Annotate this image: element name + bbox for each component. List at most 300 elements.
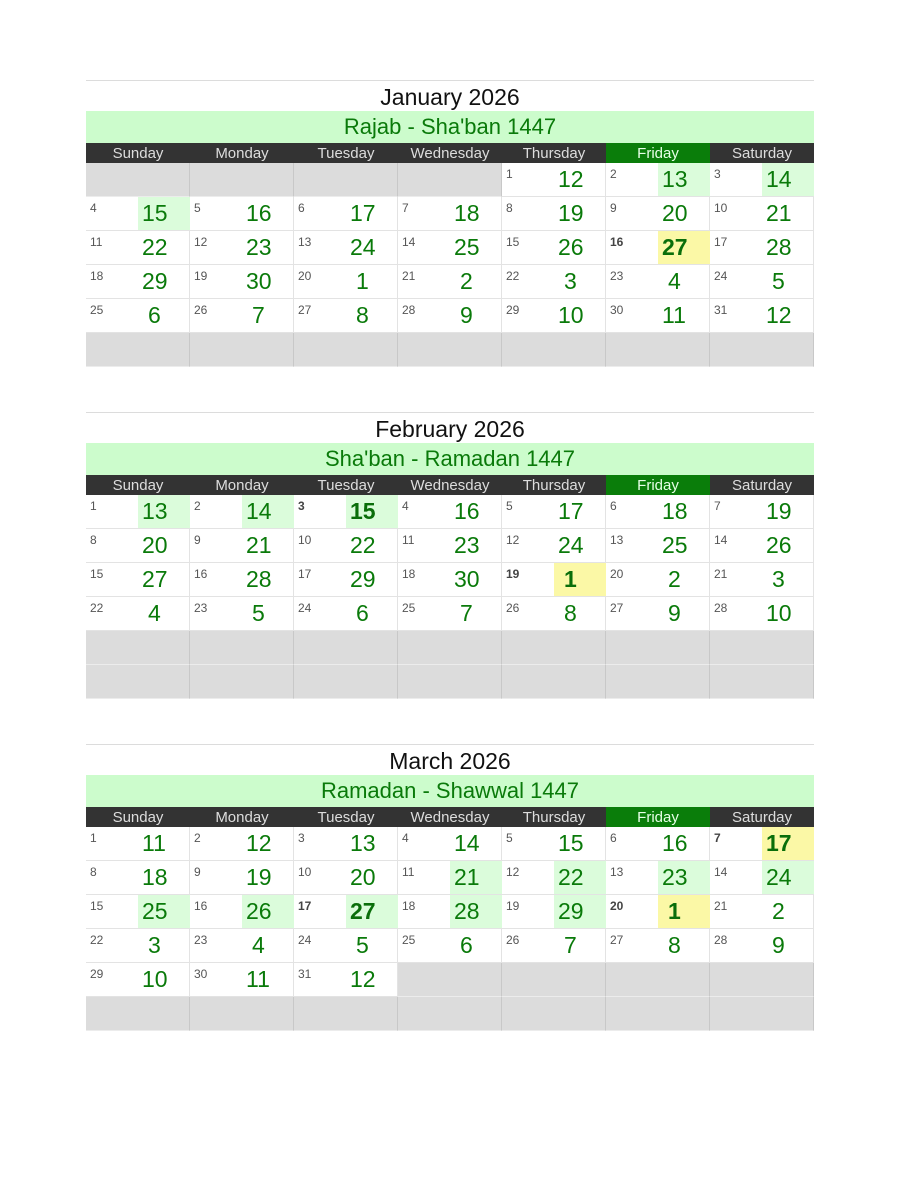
- empty-cell: [86, 665, 190, 699]
- day-cell: [294, 929, 398, 963]
- empty-cell: [710, 997, 814, 1031]
- day-cell: [190, 529, 294, 563]
- gregorian-day: 30: [194, 967, 208, 981]
- day-cell: [710, 163, 814, 197]
- day-cell: [606, 231, 710, 265]
- empty-cell: [606, 631, 710, 665]
- day-cell: [398, 265, 502, 299]
- day-cell: [398, 597, 502, 631]
- day-cell: [190, 563, 294, 597]
- empty-cell: [86, 163, 190, 197]
- empty-cell: [606, 963, 710, 997]
- hijri-day: 14: [246, 498, 272, 524]
- gregorian-day: 27: [610, 933, 624, 947]
- gregorian-day: 28: [714, 933, 728, 947]
- hijri-highlight: [242, 929, 294, 962]
- weekday-label: Tuesday: [317, 809, 375, 826]
- day-cell: [86, 929, 190, 963]
- hijri-highlight: [138, 929, 190, 962]
- hijri-highlight: [658, 597, 710, 630]
- hijri-highlight: [658, 563, 710, 596]
- weekday-label: Thursday: [522, 477, 586, 494]
- gregorian-day: 23: [610, 269, 624, 283]
- day-cell: [710, 929, 814, 963]
- gregorian-day: 15: [90, 567, 104, 581]
- hijri-day: 9: [460, 302, 473, 328]
- hijri-day: 18: [454, 200, 480, 226]
- day-cell: [190, 265, 294, 299]
- weekday-label: Saturday: [731, 145, 793, 162]
- day-cell: [86, 197, 190, 231]
- gregorian-day: 22: [90, 601, 104, 615]
- day-cell: [710, 827, 814, 861]
- hijri-highlight: [450, 265, 502, 298]
- hijri-day: 10: [558, 302, 584, 328]
- empty-cell: [502, 631, 606, 665]
- empty-cell: [710, 665, 814, 699]
- hijri-day: 22: [558, 864, 584, 890]
- day-cell: [398, 563, 502, 597]
- hijri-day: 28: [766, 234, 792, 260]
- day-cell: [710, 495, 814, 529]
- day-cell: [294, 895, 398, 929]
- month-calendar: [86, 744, 814, 1031]
- hijri-day: 22: [350, 532, 376, 558]
- gregorian-day: 4: [402, 831, 409, 845]
- weekday-label-friday: Friday: [606, 143, 710, 163]
- gregorian-day: 30: [610, 303, 624, 317]
- gregorian-day: 2: [194, 499, 201, 513]
- hijri-highlight: [554, 265, 606, 298]
- hijri-day: 14: [766, 166, 792, 192]
- weekday-label: Saturday: [731, 477, 793, 494]
- empty-cell: [294, 163, 398, 197]
- hijri-day: 10: [766, 600, 792, 626]
- hijri-day: 21: [766, 200, 792, 226]
- hijri-day: 4: [252, 932, 265, 958]
- gregorian-day: 13: [610, 865, 624, 879]
- day-cell: [502, 563, 606, 597]
- gregorian-day: 23: [194, 601, 208, 615]
- hijri-day: 12: [350, 966, 376, 992]
- gregorian-day: 8: [90, 865, 97, 879]
- hijri-day: 8: [356, 302, 369, 328]
- gregorian-day: 6: [298, 201, 305, 215]
- day-cell: [398, 827, 502, 861]
- gregorian-day: 22: [90, 933, 104, 947]
- hijri-day: 7: [460, 600, 473, 626]
- day-cell: [86, 265, 190, 299]
- day-cell: [710, 529, 814, 563]
- day-cell: [710, 231, 814, 265]
- day-cell: [606, 827, 710, 861]
- hijri-day: 12: [246, 830, 272, 856]
- day-cell: [606, 895, 710, 929]
- empty-cell: [398, 163, 502, 197]
- gregorian-day: 21: [402, 269, 416, 283]
- gregorian-day: 11: [90, 235, 103, 249]
- day-cell: [294, 963, 398, 997]
- day-cell: [398, 895, 502, 929]
- hijri-day: 3: [772, 566, 785, 592]
- hijri-day: 4: [148, 600, 161, 626]
- hijri-day: 6: [148, 302, 161, 328]
- hijri-day: 27: [662, 234, 688, 260]
- gregorian-day: 15: [506, 235, 520, 249]
- day-cell: [502, 163, 606, 197]
- hijri-day: 8: [564, 600, 577, 626]
- day-cell: [606, 495, 710, 529]
- gregorian-day: 24: [298, 601, 312, 615]
- gregorian-day: 20: [610, 567, 624, 581]
- gregorian-day: 12: [194, 235, 208, 249]
- hijri-highlight: [762, 265, 814, 298]
- hijri-day: 21: [454, 864, 480, 890]
- hijri-day: 12: [558, 166, 584, 192]
- gregorian-day: 14: [402, 235, 416, 249]
- day-cell: [294, 265, 398, 299]
- gregorian-day: 28: [714, 601, 728, 615]
- hijri-day: 29: [558, 898, 584, 924]
- hijri-day: 23: [246, 234, 272, 260]
- hijri-title: Sha'ban - Ramadan 1447: [86, 443, 814, 475]
- gregorian-day: 17: [298, 899, 312, 913]
- hijri-highlight: [554, 563, 606, 596]
- hijri-day: 7: [252, 302, 265, 328]
- hijri-day: 30: [454, 566, 480, 592]
- hijri-day: 15: [142, 200, 168, 226]
- day-cell: [294, 597, 398, 631]
- gregorian-day: 3: [714, 167, 721, 181]
- hijri-day: 14: [454, 830, 480, 856]
- gregorian-day: 3: [298, 831, 305, 845]
- day-cell: [606, 861, 710, 895]
- gregorian-day: 16: [610, 235, 624, 249]
- hijri-highlight: [450, 299, 502, 332]
- hijri-day: 27: [142, 566, 168, 592]
- day-cell: [502, 231, 606, 265]
- hijri-day: 28: [246, 566, 272, 592]
- hijri-day: 6: [460, 932, 473, 958]
- empty-cell: [86, 631, 190, 665]
- day-cell: [398, 529, 502, 563]
- hijri-day: 18: [662, 498, 688, 524]
- empty-cell: [190, 631, 294, 665]
- day-cell: [294, 563, 398, 597]
- gregorian-day: 10: [298, 865, 312, 879]
- empty-cell: [398, 997, 502, 1031]
- gregorian-day: 9: [194, 533, 201, 547]
- hijri-day: 9: [772, 932, 785, 958]
- hijri-day: 3: [148, 932, 161, 958]
- empty-cell: [710, 963, 814, 997]
- gregorian-day: 12: [506, 865, 520, 879]
- day-cell: [710, 265, 814, 299]
- weekday-header: [86, 143, 814, 163]
- gregorian-day: 16: [194, 567, 208, 581]
- hijri-day: 26: [558, 234, 584, 260]
- day-cell: [606, 529, 710, 563]
- day-cell: [502, 597, 606, 631]
- month-title: January 2026: [380, 84, 520, 110]
- day-cell: [294, 529, 398, 563]
- day-grid: [86, 827, 814, 1031]
- empty-cell: [86, 997, 190, 1031]
- day-cell: [398, 861, 502, 895]
- empty-cell: [294, 631, 398, 665]
- weekday-label: Monday: [215, 809, 269, 826]
- gregorian-day: 14: [714, 533, 728, 547]
- day-cell: [606, 299, 710, 333]
- hijri-day: 15: [350, 498, 376, 524]
- day-cell: [294, 495, 398, 529]
- weekday-label: Wednesday: [410, 809, 490, 826]
- day-cell: [190, 597, 294, 631]
- day-cell: [190, 197, 294, 231]
- gregorian-day: 23: [194, 933, 208, 947]
- gregorian-day: 20: [610, 899, 624, 913]
- month-calendar: [86, 80, 814, 367]
- hijri-highlight: [554, 597, 606, 630]
- gregorian-day: 7: [402, 201, 409, 215]
- gregorian-day: 29: [506, 303, 520, 317]
- gregorian-day: 13: [298, 235, 312, 249]
- gregorian-day: 11: [402, 865, 415, 879]
- hijri-day: 20: [142, 532, 168, 558]
- day-cell: [398, 929, 502, 963]
- day-cell: [86, 895, 190, 929]
- gregorian-day: 3: [298, 499, 305, 513]
- gregorian-day: 7: [714, 831, 721, 845]
- hijri-day: 21: [246, 532, 272, 558]
- hijri-day: 25: [454, 234, 480, 260]
- day-cell: [398, 299, 502, 333]
- day-cell: [86, 963, 190, 997]
- empty-cell: [294, 997, 398, 1031]
- gregorian-day: 27: [298, 303, 312, 317]
- weekday-label: Monday: [215, 145, 269, 162]
- gregorian-day: 5: [506, 831, 513, 845]
- day-cell: [606, 197, 710, 231]
- day-cell: [86, 231, 190, 265]
- empty-cell: [710, 333, 814, 367]
- weekday-header: [86, 475, 814, 495]
- gregorian-day: 14: [714, 865, 728, 879]
- day-cell: [606, 929, 710, 963]
- empty-cell: [606, 665, 710, 699]
- weekday-header: [86, 807, 814, 827]
- empty-cell: [398, 665, 502, 699]
- hijri-highlight: [138, 299, 190, 332]
- hijri-day: 17: [766, 830, 792, 856]
- hijri-day: 16: [454, 498, 480, 524]
- gregorian-day: 26: [194, 303, 208, 317]
- day-grid: [86, 163, 814, 367]
- hijri-highlight: [658, 265, 710, 298]
- hijri-day: 11: [142, 830, 166, 856]
- day-cell: [86, 827, 190, 861]
- empty-cell: [294, 333, 398, 367]
- weekday-label: Thursday: [522, 809, 586, 826]
- day-cell: [86, 529, 190, 563]
- hijri-day: 13: [662, 166, 688, 192]
- day-cell: [502, 529, 606, 563]
- hijri-day: 9: [668, 600, 681, 626]
- day-cell: [710, 895, 814, 929]
- gregorian-day: 19: [506, 567, 520, 581]
- hijri-day: 29: [350, 566, 376, 592]
- hijri-day: 22: [142, 234, 168, 260]
- hijri-day: 2: [460, 268, 473, 294]
- hijri-highlight: [762, 563, 814, 596]
- day-cell: [502, 895, 606, 929]
- weekday-label: Sunday: [112, 809, 164, 826]
- day-cell: [502, 929, 606, 963]
- hijri-highlight: [242, 299, 294, 332]
- hijri-day: 19: [766, 498, 792, 524]
- day-cell: [294, 827, 398, 861]
- day-cell: [190, 963, 294, 997]
- day-cell: [86, 861, 190, 895]
- gregorian-day: 1: [90, 499, 97, 513]
- month-title: March 2026: [389, 748, 511, 774]
- hijri-day: 23: [454, 532, 480, 558]
- day-cell: [398, 231, 502, 265]
- day-cell: [606, 597, 710, 631]
- hijri-highlight: [242, 597, 294, 630]
- hijri-highlight: [762, 895, 814, 928]
- hijri-highlight: [658, 895, 710, 928]
- hijri-day: 5: [252, 600, 265, 626]
- hijri-day: 4: [668, 268, 681, 294]
- day-cell: [190, 895, 294, 929]
- day-cell: [294, 299, 398, 333]
- weekday-label: Sunday: [112, 145, 164, 162]
- gregorian-day: 26: [506, 601, 520, 615]
- hijri-highlight: [658, 929, 710, 962]
- weekday-label: Tuesday: [317, 477, 375, 494]
- day-cell: [190, 231, 294, 265]
- hijri-highlight: [346, 265, 398, 298]
- hijri-day: 30: [246, 268, 272, 294]
- gregorian-day: 1: [90, 831, 97, 845]
- weekday-label: Sunday: [112, 477, 164, 494]
- day-cell: [606, 163, 710, 197]
- empty-cell: [398, 333, 502, 367]
- day-cell: [502, 265, 606, 299]
- hijri-day: 26: [766, 532, 792, 558]
- day-cell: [190, 827, 294, 861]
- gregorian-day: 9: [194, 865, 201, 879]
- day-cell: [86, 495, 190, 529]
- day-cell: [398, 495, 502, 529]
- gregorian-day: 1: [506, 167, 513, 181]
- day-cell: [502, 299, 606, 333]
- day-cell: [710, 197, 814, 231]
- day-cell: [710, 597, 814, 631]
- gregorian-day: 8: [90, 533, 97, 547]
- gregorian-day: 26: [506, 933, 520, 947]
- hijri-highlight: [450, 597, 502, 630]
- gregorian-day: 17: [298, 567, 312, 581]
- hijri-day: 1: [668, 898, 681, 924]
- month-calendar: [86, 412, 814, 699]
- empty-cell: [606, 997, 710, 1031]
- gregorian-day: 22: [506, 269, 520, 283]
- hijri-day: 24: [766, 864, 792, 890]
- gregorian-day: 5: [506, 499, 513, 513]
- gregorian-day: 25: [402, 601, 416, 615]
- hijri-day: 28: [454, 898, 480, 924]
- weekday-label: Monday: [215, 477, 269, 494]
- day-cell: [606, 563, 710, 597]
- month-title: February 2026: [375, 416, 525, 442]
- day-cell: [710, 563, 814, 597]
- gregorian-day: 9: [610, 201, 617, 215]
- hijri-day: 24: [558, 532, 584, 558]
- empty-cell: [398, 631, 502, 665]
- day-cell: [190, 299, 294, 333]
- empty-cell: [190, 163, 294, 197]
- gregorian-day: 6: [610, 831, 617, 845]
- day-cell: [502, 827, 606, 861]
- hijri-day: 1: [356, 268, 369, 294]
- day-cell: [86, 563, 190, 597]
- hijri-day: 16: [662, 830, 688, 856]
- weekday-label-friday: Friday: [606, 475, 710, 495]
- gregorian-day: 4: [402, 499, 409, 513]
- hijri-day: 27: [350, 898, 376, 924]
- day-grid: [86, 495, 814, 699]
- gregorian-day: 20: [298, 269, 312, 283]
- gregorian-day: 5: [194, 201, 201, 215]
- hijri-day: 5: [772, 268, 785, 294]
- hijri-day: 12: [766, 302, 792, 328]
- hijri-day: 8: [668, 932, 681, 958]
- day-cell: [502, 861, 606, 895]
- gregorian-day: 4: [90, 201, 97, 215]
- gregorian-day: 17: [714, 235, 728, 249]
- hijri-title: Ramadan - Shawwal 1447: [86, 775, 814, 807]
- hijri-highlight: [762, 929, 814, 962]
- gregorian-day: 18: [402, 567, 416, 581]
- day-cell: [86, 597, 190, 631]
- weekday-label: Wednesday: [410, 145, 490, 162]
- day-cell: [710, 861, 814, 895]
- gregorian-day: 16: [194, 899, 208, 913]
- hijri-day: 24: [350, 234, 376, 260]
- empty-cell: [606, 333, 710, 367]
- gregorian-day: 25: [90, 303, 104, 317]
- gregorian-day: 15: [90, 899, 104, 913]
- gregorian-day: 25: [402, 933, 416, 947]
- gregorian-day: 13: [610, 533, 624, 547]
- empty-cell: [86, 333, 190, 367]
- hijri-day: 17: [558, 498, 584, 524]
- gregorian-day: 2: [194, 831, 201, 845]
- empty-cell: [398, 963, 502, 997]
- hijri-highlight: [450, 929, 502, 962]
- hijri-day: 20: [662, 200, 688, 226]
- empty-cell: [190, 665, 294, 699]
- gregorian-day: 10: [714, 201, 728, 215]
- weekday-label: Wednesday: [410, 477, 490, 494]
- gregorian-day: 7: [714, 499, 721, 513]
- gregorian-day: 27: [610, 601, 624, 615]
- gregorian-day: 21: [714, 899, 728, 913]
- hijri-highlight: [346, 929, 398, 962]
- gregorian-day: 2: [610, 167, 617, 181]
